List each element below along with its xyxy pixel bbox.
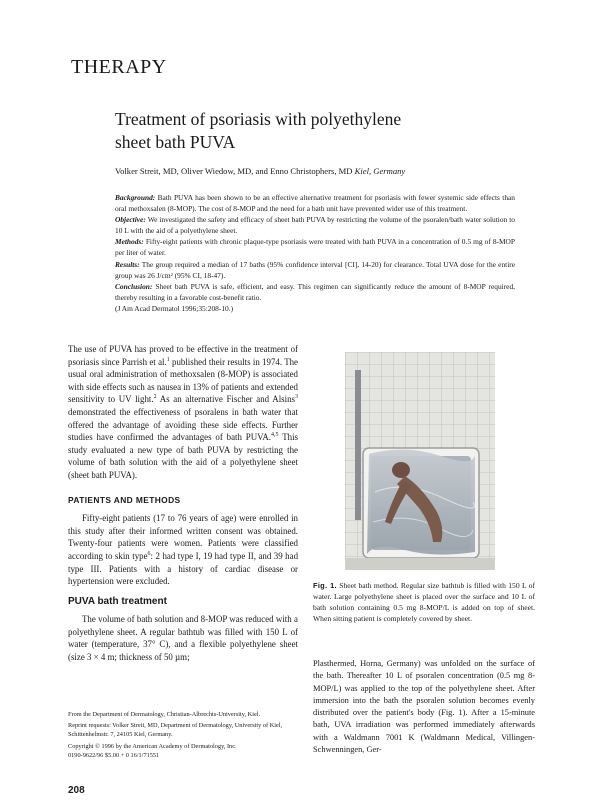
patients-paragraph [68, 512, 298, 588]
abstract-conclusion [115, 281, 515, 314]
abstract-results-text: The group required a median of 17 baths (95% confidence interval [CI], 14-20) for clearance. Total UVA dose for the entire group was 26 J/cm² (95% CI, 18-47). [115, 259, 516, 280]
intro-paragraph [68, 343, 298, 482]
body-right-column [313, 658, 535, 756]
floor [345, 558, 495, 570]
ref-6: 6 [147, 550, 151, 557]
figure-caption [313, 580, 535, 624]
ref-2: 2 [153, 394, 157, 401]
authors: Volker Streit, MD, Oliver Wiedow, MD, and Enno Christophers, MD [115, 166, 353, 176]
wall-rail [355, 370, 361, 520]
abstract-conclusion-label: Conclusion: [115, 281, 153, 291]
section-heading: THERAPY [71, 56, 167, 78]
bath-paragraph: The volume of bath solution and 8-MOP was reduced with a polyethylene sheet. A regular bathtub was filled with 150 L of water (temperature, 37° C), and a flexible polyethylene sheet (size 3 × 4 m; thickness of 50 µm; [68, 614, 298, 663]
footnote-affiliation: From the Department of Dermatology, Christian-Albrechts-University, Kiel. [68, 711, 261, 718]
intro-text-e: This study evaluated a new type of bath PUVA by restricting the volume of bath solution with the aid of a polyethylene sheet (sheet bath PUVA). [68, 432, 299, 480]
abstract-methods [115, 236, 515, 258]
title-line-1: Treatment of psoriasis with polyethylene [115, 109, 402, 129]
figure-label: Fig. 1. [313, 581, 337, 590]
ref-1: 1 [166, 356, 170, 363]
abstract-objective [115, 214, 515, 236]
right-column-paragraph: Plasthermed, Horna, Germany) was unfolded on the surface of the bath. Thereafter 10 L of psoralen concentration (0.5 mg 8-MOP/L) was applied to the top of the polyethylene sheet. After immersion into the bath the psoralen solution becomes evenly distributed over the patient's body (Fig. 1). After a 15-minute bath, UVA irradiation was performed immediately afterwards with a Waldmann 7001 K (Waldmann Medical, Villingen-Schwenningen, Ger- [313, 659, 535, 755]
intro-text-a: The use of PUVA has proved to be effective in the treatment of psoriasis since Parrish et al. [68, 344, 298, 367]
abstract-results-label: Results: [115, 259, 140, 269]
abstract-methods-label: Methods: [115, 237, 144, 247]
footnotes [68, 710, 298, 760]
abstract-background-label: Background: [115, 193, 156, 202]
body-left-column [68, 343, 298, 664]
article-title [115, 108, 495, 154]
intro-text-c: As an alternative Fischer and Alsins [156, 394, 295, 405]
patient-head [392, 462, 410, 478]
page-number: 208 [68, 785, 85, 796]
intro-text-d: demonstrated the effectiveness of psoralens in bath water that offered the advantage of avoiding these side effects. Further studies have confirmed the advantages of bath PUVA. [68, 406, 298, 443]
puva-bath-heading: PUVA bath treatment [68, 595, 167, 607]
abstract-objective-label: Objective: [115, 215, 146, 225]
footnote-copyright: Copyright © 1996 by the American Academy of Dermatology, Inc. [68, 742, 237, 750]
abstract-objective-text: We investigated the safety and efficacy of sheet bath PUVA by restricting the volume of the psoralen/bath water solution to 10 L with the aid of a polyethylene sheet. [115, 215, 516, 236]
footnote-code: 0190-9622/96 $5.00 + 0 16/1/71551 [68, 751, 160, 759]
patients-methods-heading: PATIENTS AND METHODS [68, 494, 181, 505]
author-line [115, 166, 515, 176]
bathtub-photo-illustration [345, 352, 495, 570]
figure-caption-text: Sheet bath method. Regular size bathtub is filled with 150 L of water. Large polyethylene sheet is placed over the surface and 10 L of bath solution containing 0.5 mg 8-MOP/L is added on top of sheet. When sitting patient is completely covered by sheet. [313, 581, 535, 623]
abstract-background [115, 192, 515, 214]
patients-text-a: Fifty-eight patients (17 to 76 years of age) were enrolled in this study after their informed written consent was obtained. Twenty-four patients were women. Patients were classified according to skin type [68, 513, 298, 561]
abstract [115, 192, 515, 314]
author-location: Kiel, Germany [354, 166, 406, 176]
abstract-methods-text: Fifty-eight patients with chronic plaque-type psoriasis were treated with bath PUVA in a concentration of 0.5 mg of 8-MOP per liter of water. [115, 237, 515, 258]
ref-3: 3 [295, 394, 298, 401]
abstract-citation: (J Am Acad Dermatol 1996;35:208-10.) [115, 303, 234, 313]
patients-text-b: : 2 had type I, 19 had type II, and 39 had type III. Patients with a history of cardiac disease or hypertension were excluded. [68, 550, 299, 587]
figure-photo [345, 352, 495, 570]
intro-text-b: published their results in 1974. The usual oral administration of methoxsalen (8-MOP) is associated with side effects such as nausea in 13% of patients and extended sensitivity to UV light. [68, 356, 298, 405]
footnote-reprints: Reprint requests: Volker Streit, MD, Department of Dermatology, University of Kiel, Schittenhelmstr. 7, 24105 Kiel, Germany. [68, 722, 283, 739]
ref-4-5: 4,5 [271, 432, 279, 439]
title-line-2: sheet bath PUVA [115, 132, 236, 152]
abstract-results [115, 259, 515, 281]
abstract-background-text: Bath PUVA has been shown to be an effective alternative treatment for psoriasis with fewer systemic side effects than oral methoxsalen (8-MOP). The cost of 8-MOP and the need for a bath unit have prevented wider use of this treatment. [115, 193, 515, 214]
abstract-conclusion-text: Sheet bath PUVA is safe, efficient, and easy. This regimen can significantly reduce the amount of 8-MOP required, thereby resulting in a favorable cost-benefit ratio. [115, 281, 515, 302]
